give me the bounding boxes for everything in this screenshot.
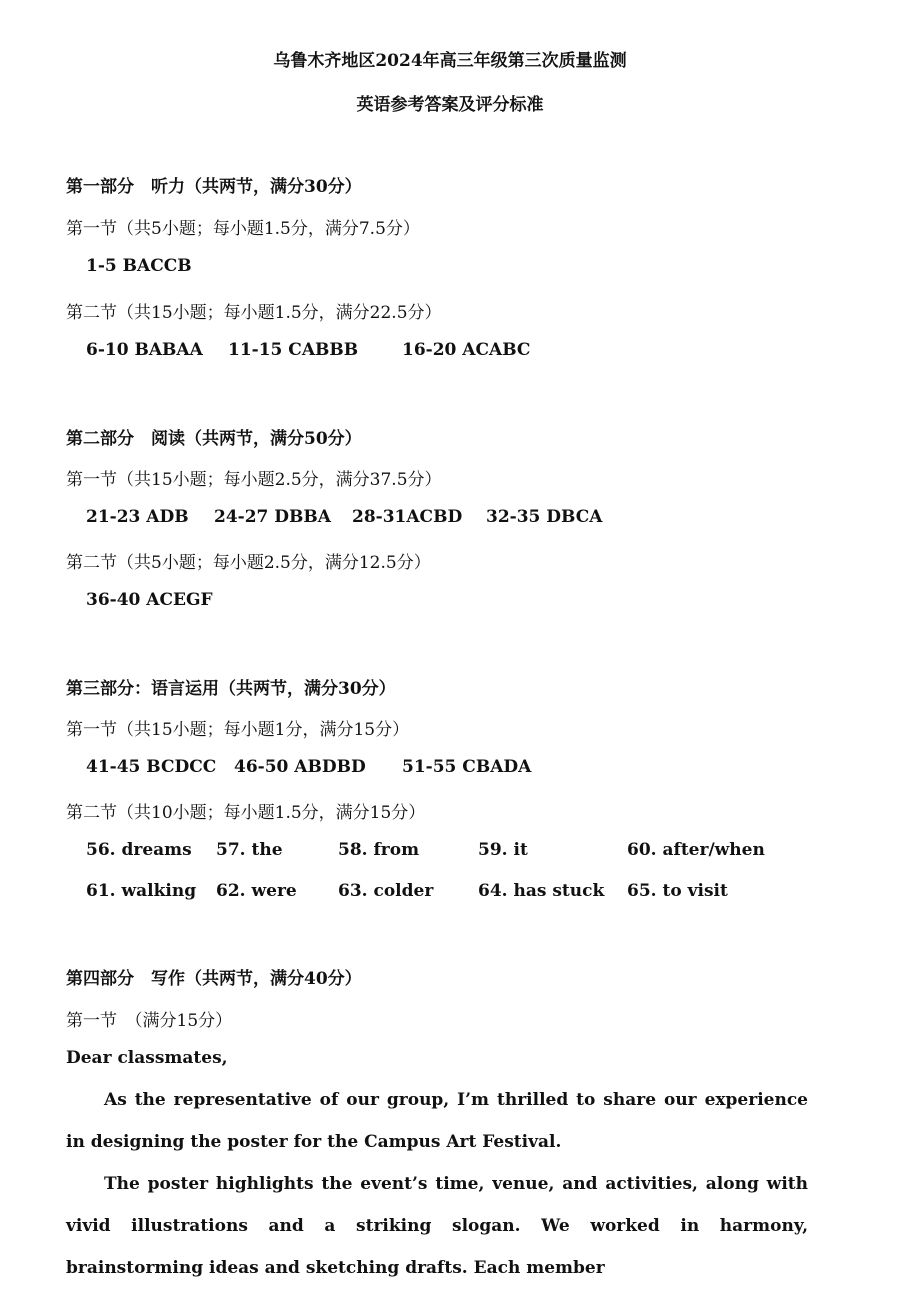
document-title: 乌鲁木齐地区2024年高三年级第三次质量监测: [273, 51, 627, 71]
essay-salutation: Dear classmates,: [66, 1048, 228, 1068]
part2-sec1-heading: 第一节（共15小题；每小题2.5分，满分37.5分）: [66, 470, 442, 490]
cloze-answer: 58. from: [338, 840, 420, 860]
part1-sec2-heading: 第二节（共15小题；每小题1.5分，满分22.5分）: [66, 303, 442, 323]
essay-paragraph: The poster highlights the event’s time, venue, and activities, along with vivid illustrations and a striking slogan. We worked in harmony, brainstorming ideas and sketching drafts. Each member: [66, 1174, 808, 1278]
cloze-answer: 57. the: [216, 840, 283, 860]
answer-group: 21-23 ADB: [86, 507, 189, 527]
answer-group: 46-50 ABDBD: [234, 757, 366, 777]
cloze-answer: 62. were: [216, 881, 297, 901]
essay-paragraph: As the representative of our group, I’m thrilled to share our experience in designing the poster for the Campus Art Festival.: [66, 1090, 808, 1152]
cloze-answer: 61. walking: [86, 881, 197, 901]
part2-sec2-heading: 第二节（共5小题；每小题2.5分，满分12.5分）: [66, 553, 431, 573]
cloze-answer: 56. dreams: [86, 840, 192, 860]
cloze-answer: 59. it: [478, 840, 528, 860]
cloze-answer: 65. to visit: [627, 881, 728, 901]
cloze-answer: 63. colder: [338, 881, 434, 901]
part3-sec2-heading: 第二节（共10小题；每小题1.5分，满分15分）: [66, 803, 426, 823]
part1-heading: 第一部分 听力（共两节，满分30分）: [66, 177, 362, 197]
answer-group: 16-20 ACABC: [402, 340, 531, 360]
answer-group: 36-40 ACEGF: [86, 590, 213, 610]
answer-group: 32-35 DBCA: [486, 507, 603, 527]
part1-sec1-heading: 第一节（共5小题；每小题1.5分，满分7.5分）: [66, 219, 420, 239]
answer-group: 1-5 BACCB: [86, 256, 192, 276]
document-subtitle: 英语参考答案及评分标准: [356, 95, 544, 115]
part3-sec1-heading: 第一节（共15小题；每小题1分，满分15分）: [66, 720, 410, 740]
part2-heading: 第二部分 阅读（共两节，满分50分）: [66, 429, 362, 449]
part4-sec1-heading: 第一节 （满分15分）: [66, 1011, 233, 1031]
answer-group: 6-10 BABAA: [86, 340, 203, 360]
answer-group: 11-15 CABBB: [228, 340, 359, 360]
answer-group: 41-45 BCDCC: [86, 757, 217, 777]
answer-group: 28-31ACBD: [352, 507, 463, 527]
part3-heading: 第三部分：语言运用（共两节，满分30分）: [66, 679, 396, 699]
answer-group: 51-55 CBADA: [402, 757, 532, 777]
part4-heading: 第四部分 写作（共两节，满分40分）: [66, 969, 362, 989]
answer-group: 24-27 DBBA: [214, 507, 331, 527]
cloze-answer: 64. has stuck: [478, 881, 605, 901]
cloze-answer: 60. after/when: [627, 840, 765, 860]
